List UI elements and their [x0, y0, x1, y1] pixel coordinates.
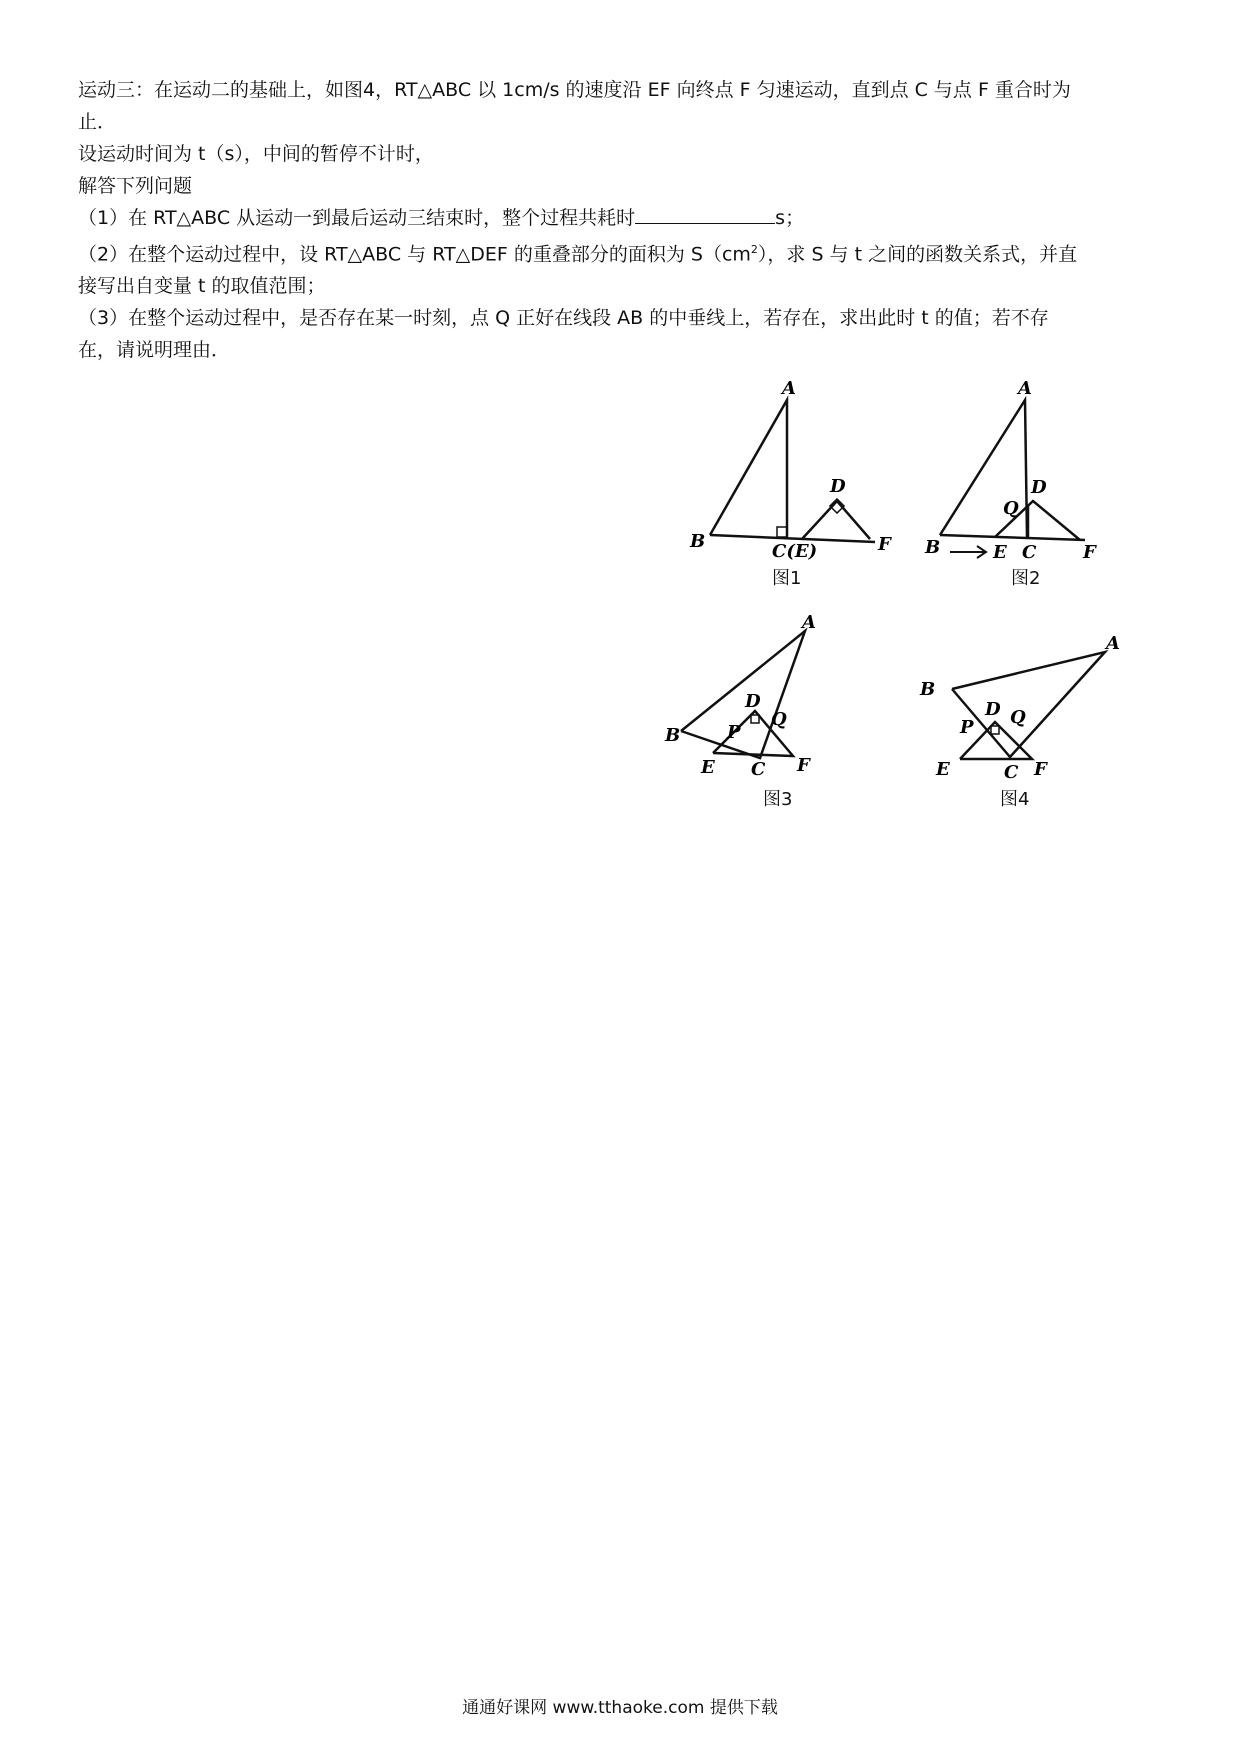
- question-2: [78, 234, 1168, 270]
- question-2-text-b: ），求 S 与 t 之间的函数关系式，并直: [757, 243, 1078, 266]
- label-q: Q: [1003, 498, 1019, 519]
- triangle-abc: [681, 631, 805, 758]
- figure-1-diagram: [690, 380, 910, 580]
- label-c: C: [1022, 542, 1037, 563]
- label-c: C: [1004, 762, 1019, 783]
- figure-4-caption: 图4: [1000, 789, 1030, 810]
- question-2-line-2: 接写出自变量 t 的取值范围；: [78, 275, 326, 298]
- unit-superscript: 2: [750, 243, 758, 256]
- question-1-text: （1）在 RT△ABC 从运动一到最后运动三结束时，整个过程共耗时: [78, 207, 636, 229]
- label-e: E: [936, 759, 950, 780]
- figure-3-caption: 图3: [763, 789, 793, 810]
- question-3: （3）在整个运动过程中，是否存在某一时刻，点 Q 正好在线段 AB 的中垂线上，若存在，求出此时 t 的值；若不存: [78, 307, 1049, 330]
- label-e: E: [701, 757, 715, 778]
- label-f: F: [1083, 542, 1096, 563]
- label-p: P: [960, 717, 974, 738]
- figure-1-caption: 图1: [772, 568, 802, 589]
- label-e: E: [993, 542, 1007, 563]
- label-b: B: [690, 531, 706, 552]
- figure-4-diagram: [920, 635, 1130, 805]
- triangle-def: [802, 501, 870, 539]
- figure-2-diagram: [925, 380, 1125, 580]
- figure-2-caption: 图2: [1011, 568, 1041, 589]
- page-footer: 通通好课网 www.tthaoke.com 提供下载: [462, 1698, 778, 1718]
- question-3-line-2: 在，请说明理由．: [78, 339, 231, 362]
- triangle-abc: [952, 652, 1105, 757]
- figure-3: [665, 612, 845, 810]
- label-f: F: [878, 534, 891, 555]
- problem-text: [78, 74, 1168, 366]
- label-d: D: [830, 476, 846, 497]
- label-a: A: [1018, 378, 1032, 399]
- question-1: [78, 202, 1168, 234]
- label-a: A: [782, 378, 796, 399]
- label-f: F: [797, 755, 810, 776]
- label-b: B: [665, 725, 681, 746]
- label-a: A: [802, 612, 816, 633]
- label-p: P: [727, 722, 741, 743]
- label-d: D: [745, 691, 761, 712]
- label-d: D: [985, 699, 1001, 720]
- label-c: C: [751, 759, 766, 780]
- label-a: A: [1106, 633, 1120, 654]
- question-2-text-a: （2）在整个运动过程中，设 RT△ABC 与 RT△DEF 的重叠部分的面积为 S（cm: [78, 243, 751, 266]
- motion-three-line-end: 止．: [78, 111, 117, 133]
- figure-4: [920, 635, 1130, 809]
- label-f: F: [1034, 759, 1047, 780]
- question-1-unit: s；: [775, 207, 805, 229]
- label-c-e: C(E): [772, 541, 818, 562]
- figure-3-diagram: [665, 612, 845, 795]
- label-d: D: [1031, 477, 1047, 498]
- answer-heading: 解答下列问题: [78, 175, 193, 197]
- figure-1: [690, 378, 910, 589]
- figure-2: [925, 378, 1125, 589]
- label-b: B: [920, 679, 936, 700]
- label-b: B: [925, 537, 941, 558]
- time-definition: 设运动时间为 t（s），中间的暂停不计时，: [78, 143, 434, 165]
- label-q: Q: [771, 709, 787, 730]
- answer-blank: [635, 203, 775, 224]
- label-q: Q: [1010, 707, 1026, 728]
- triangle-abc: [710, 400, 787, 537]
- motion-three-line: 运动三：在运动二的基础上，如图4，RT△ABC 以 1cm/s 的速度沿 EF 向终点 F 匀速运动，直到点 C 与点 F 重合时为: [78, 79, 1071, 101]
